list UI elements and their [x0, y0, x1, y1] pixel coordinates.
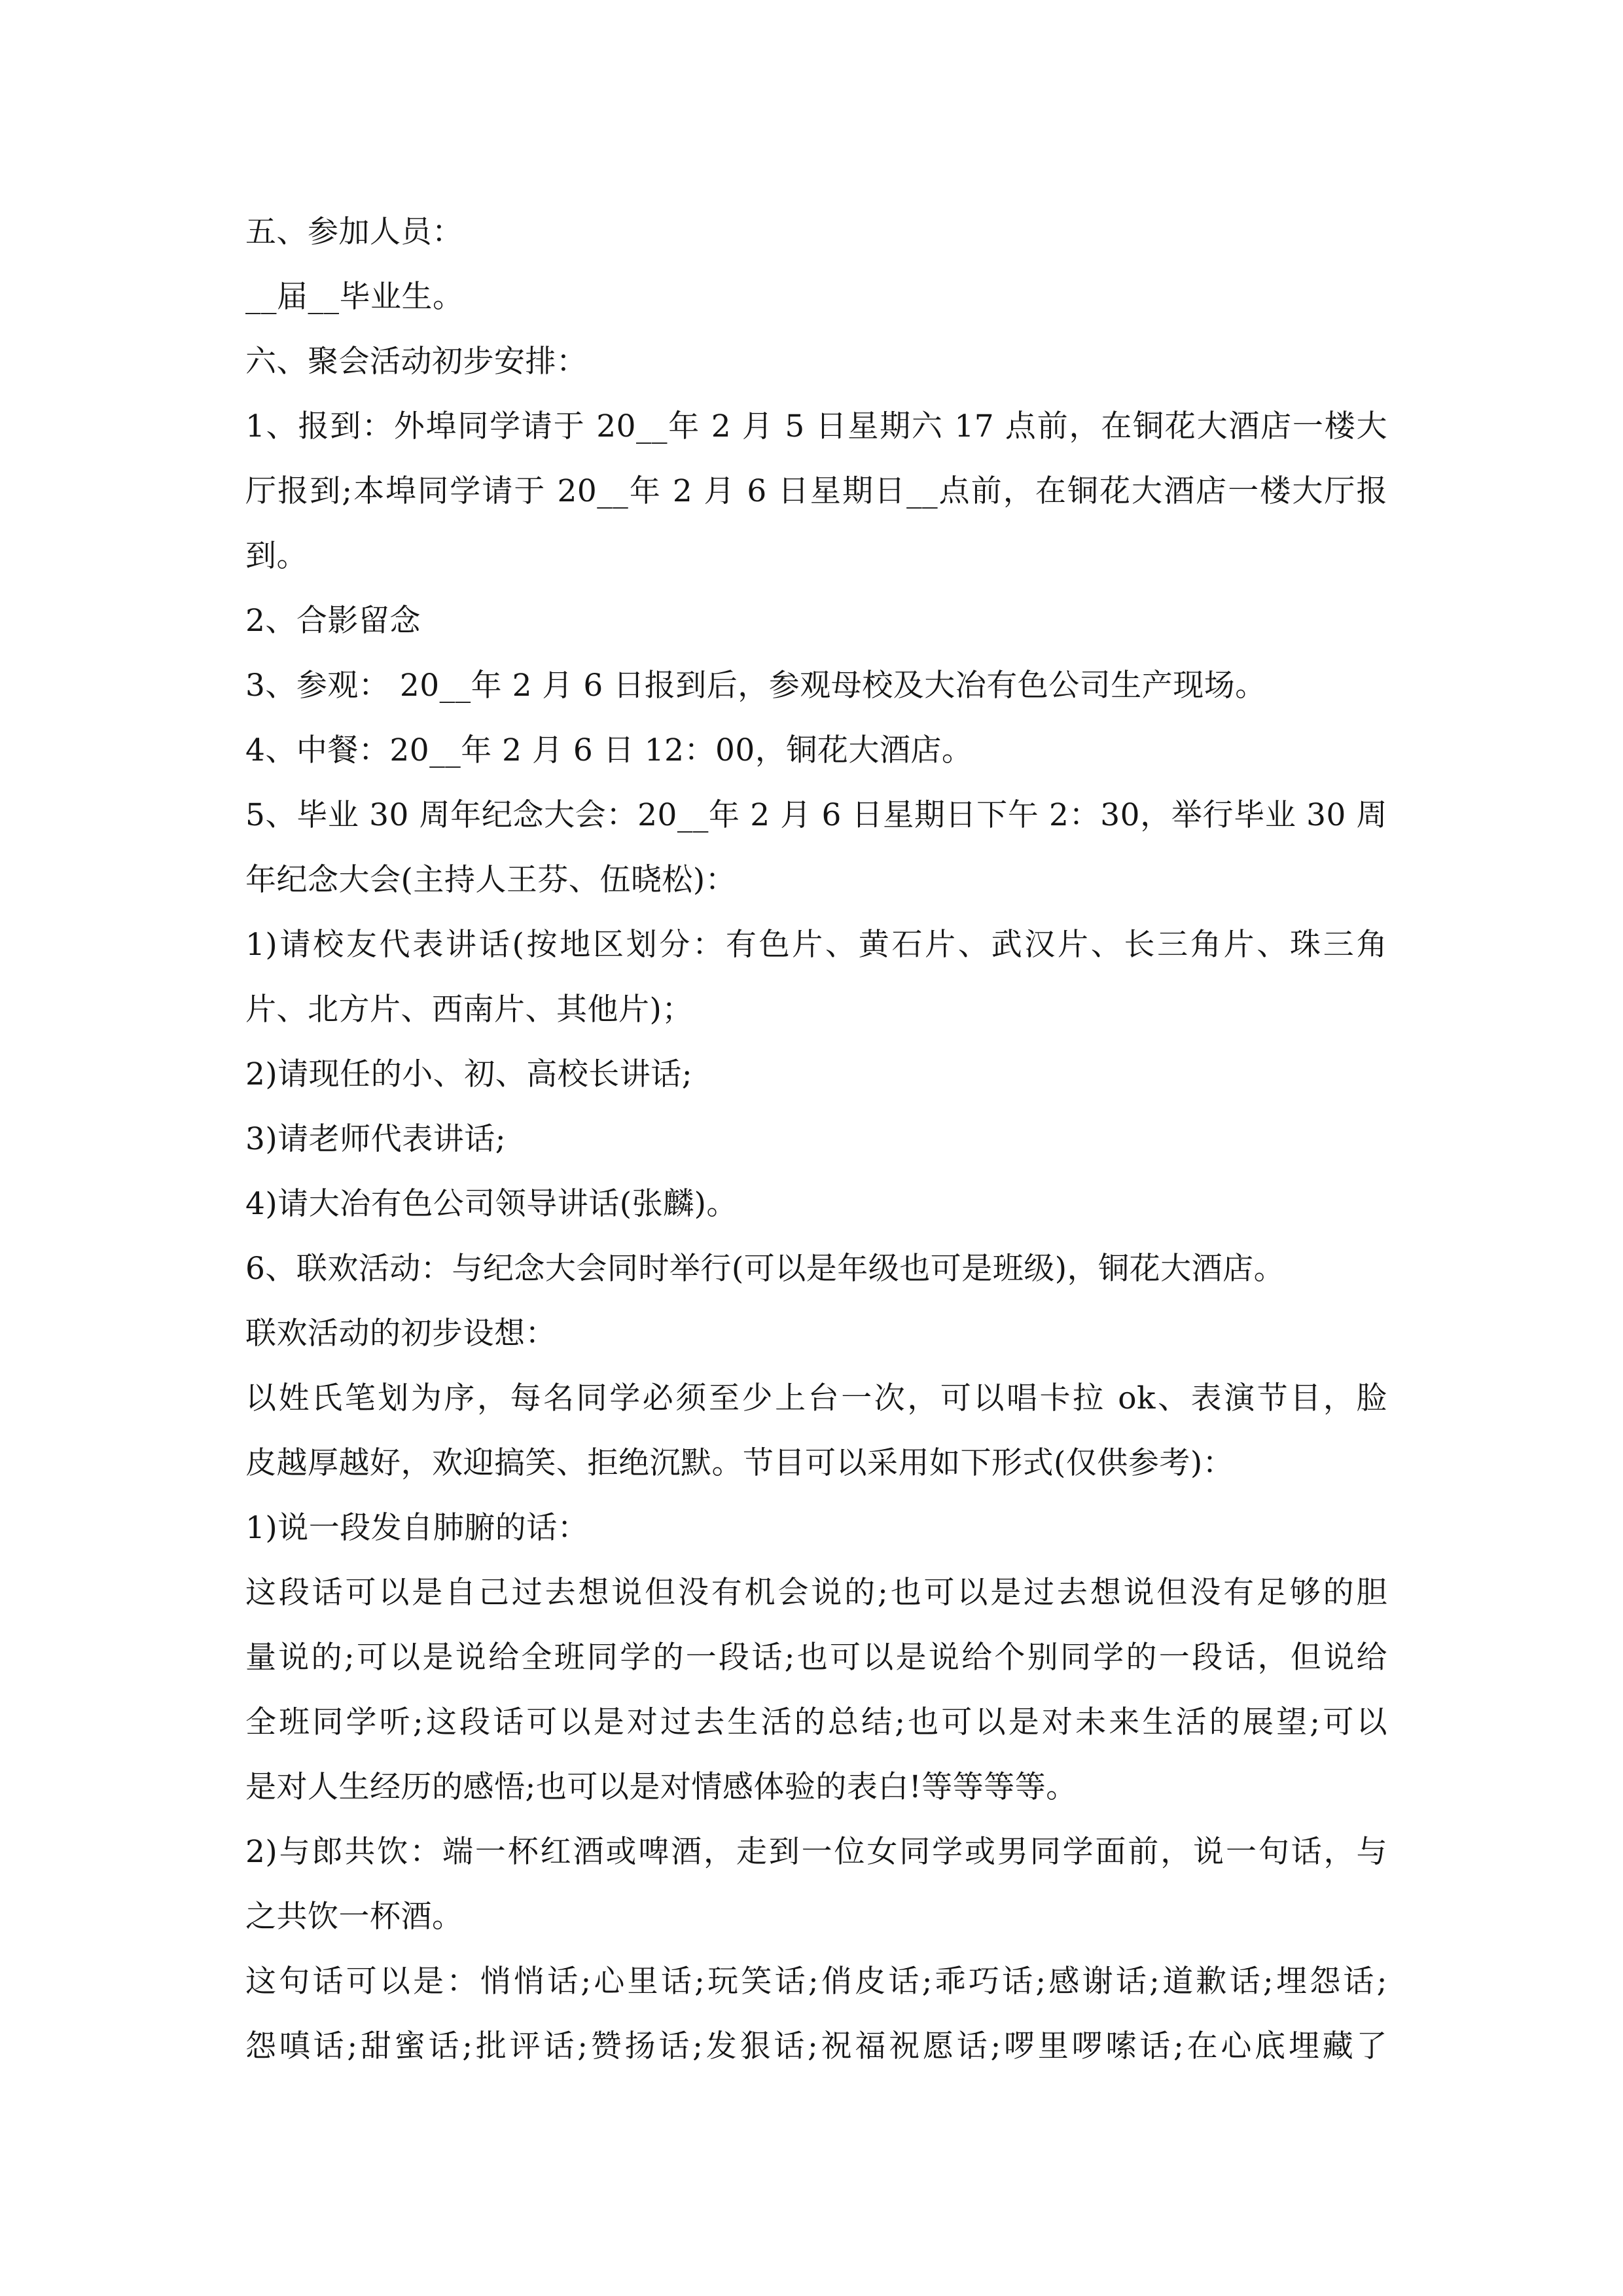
- text-line: 量说的;可以是说给全班同学的一段话;也可以是说给个别同学的一段话，但说给: [245, 1640, 1387, 1676]
- text-line: 联欢活动的初步设想：: [245, 1316, 556, 1352]
- text-line: 六、聚会活动初步安排：: [245, 344, 588, 380]
- text-line: 1)说一段发自肺腑的话：: [245, 1510, 589, 1546]
- text-line: 3)请老师代表讲话;: [245, 1121, 507, 1157]
- text-line: 2)与郎共饮：端一杯红酒或啤酒，走到一位女同学或男同学面前，说一句话，与: [245, 1834, 1387, 1870]
- text-line: 6、联欢活动：与纪念大会同时举行(可以是年级也可是班级)，铜花大酒店。: [245, 1251, 1285, 1287]
- document-body: [245, 200, 1387, 2079]
- text-line: 这句话可以是：悄悄话;心里话;玩笑话;俏皮话;乖巧话;感谢话;道歉话;埋怨话;: [245, 1964, 1387, 2000]
- text-line: 2)请现任的小、初、高校长讲话;: [245, 1056, 693, 1092]
- text-line: 3、参观： 20__年 2 月 6 日报到后，参观母校及大冶有色公司生产现场。: [245, 668, 1266, 704]
- text-line: 到。: [245, 538, 308, 574]
- text-line: 2、合影留念: [245, 603, 421, 639]
- text-line: 怨嗔话;甜蜜话;批评话;赞扬话;发狠话;祝福祝愿话;啰里啰嗦话;在心底埋藏了: [245, 2028, 1387, 2064]
- text-line: 1、报到：外埠同学请于 20__年 2 月 5 日星期六 17 点前，在铜花大酒店一楼大: [245, 408, 1387, 444]
- text-line: 是对人生经历的感悟;也可以是对情感体验的表白!等等等等。: [245, 1769, 1077, 1805]
- text-line: 厅报到;本埠同学请于 20__年 2 月 6 日星期日__点前，在铜花大酒店一楼大厅报: [245, 473, 1387, 509]
- text-line: 五、参加人员：: [245, 214, 463, 250]
- text-line: 以姓氏笔划为序，每名同学必须至少上台一次，可以唱卡拉 ok、表演节目，脸: [245, 1380, 1387, 1416]
- text-line: 1)请校友代表讲话(按地区划分：有色片、黄石片、武汉片、长三角片、珠三角: [245, 927, 1387, 963]
- text-line: __届__毕业生。: [245, 279, 464, 315]
- text-line: 这段话可以是自己过去想说但没有机会说的;也可以是过去想说但没有足够的胆: [245, 1575, 1387, 1611]
- text-line: 5、毕业 30 周年纪念大会：20__年 2 月 6 日星期日下午 2：30，举行毕业 30 周: [245, 797, 1387, 833]
- text-line: 4)请大冶有色公司领导讲话(张麟)。: [245, 1186, 738, 1222]
- text-line: 之共饮一杯酒。: [245, 1899, 463, 1935]
- text-line: 4、中餐：20__年 2 月 6 日 12：00，铜花大酒店。: [245, 732, 973, 768]
- text-line: 片、北方片、西南片、其他片)；: [245, 992, 693, 1028]
- text-line: 年纪念大会(主持人王芬、伍晓松)：: [245, 862, 737, 898]
- text-line: 全班同学听;这段话可以是对过去生活的总结;也可以是对未来生活的展望;可以: [245, 1704, 1387, 1740]
- text-line: 皮越厚越好，欢迎搞笑、拒绝沉默。节目可以采用如下形式(仅供参考)：: [245, 1445, 1234, 1481]
